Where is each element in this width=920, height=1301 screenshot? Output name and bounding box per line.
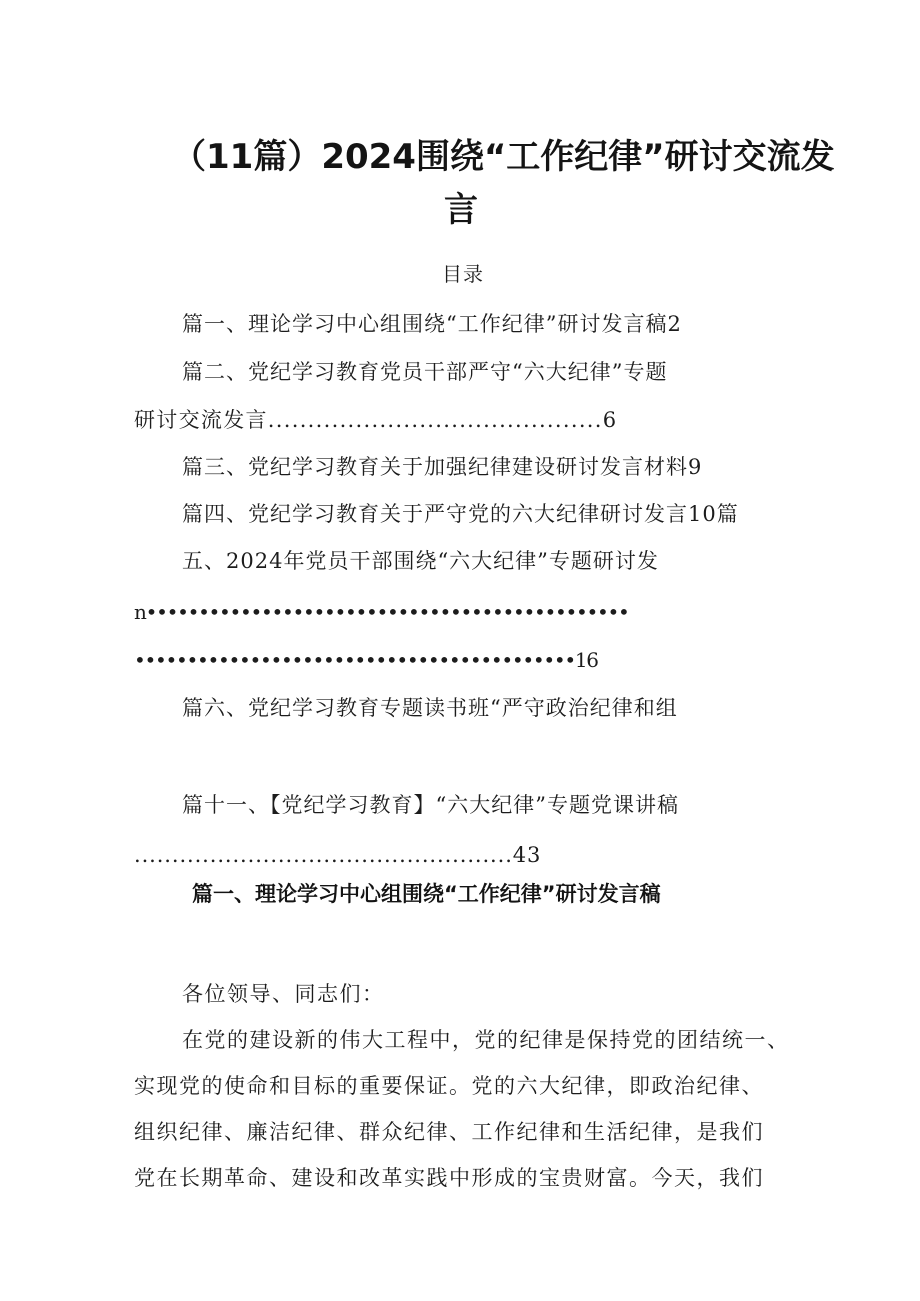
section-heading: 篇一、理论学习中心组围绕“工作纪律”研讨发言稿 [192, 882, 661, 906]
toc-item-5-line-1[interactable]: 五、2024年党员干部围绕“六大纪律”专题研讨发 [182, 549, 659, 573]
paragraph-line-3: 组织纪律、廉洁纪律、群众纪律、工作纪律和生活纪律，是我们 [134, 1120, 764, 1144]
toc-item-11-line-2[interactable]: ..................................................43 [134, 843, 542, 867]
document-title-line-2: 言 [444, 190, 478, 230]
toc-item-1[interactable]: 篇一、理论学习中心组围绕“工作纪律”研讨发言稿2 [182, 312, 682, 336]
toc-item-11-line-1[interactable]: 篇十一、【党纪学习教育】“六大纪律”专题党课讲稿 [182, 793, 679, 817]
salutation: 各位领导、同志们： [182, 982, 385, 1006]
toc-item-2-line-1[interactable]: 篇二、党纪学习教育党员干部严守“六大纪律”专题 [182, 360, 668, 384]
paragraph-line-1: 在党的建设新的伟大工程中，党的纪律是保持党的团结统一、 [182, 1028, 790, 1052]
document-title-line-1: （11篇）2024围绕“工作纪律”研讨交流发 [172, 137, 835, 177]
toc-heading: 目录 [442, 262, 484, 286]
paragraph-line-2: 实现党的使命和目标的重要保证。党的六大纪律，即政治纪律、 [134, 1074, 764, 1098]
toc-item-5-line-2[interactable]: n•••••••••••••••••••••••••••••••••••••••••••••• [134, 600, 629, 624]
toc-item-5-line-3[interactable]: ••••••••••••••••••••••••••••••••••••••••••16 [134, 648, 598, 672]
toc-item-6[interactable]: 篇六、党纪学习教育专题读书班“严守政治纪律和组 [182, 696, 678, 720]
toc-item-3[interactable]: 篇三、党纪学习教育关于加强纪律建设研讨发言材料9 [182, 455, 703, 479]
paragraph-line-4: 党在长期革命、建设和改革实践中形成的宝贵财富。今天，我们 [134, 1166, 764, 1190]
toc-item-2-line-2[interactable]: 研讨交流发言..........................................6 [134, 408, 618, 432]
toc-item-4[interactable]: 篇四、党纪学习教育关于严守党的六大纪律研讨发言10篇 [182, 502, 739, 526]
